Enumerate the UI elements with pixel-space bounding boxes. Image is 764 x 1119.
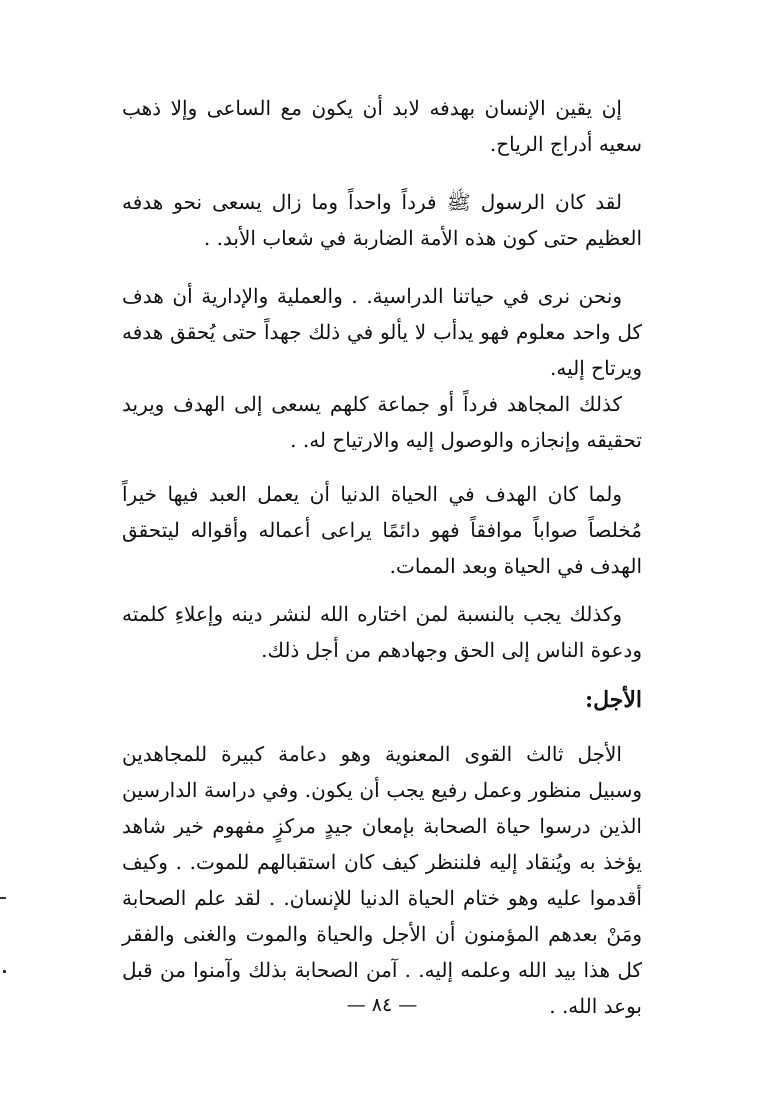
section-heading: الأجل: [584,687,642,713]
paragraph-text: إن يقين الإنسان بهدفه لابد أن يكون مع الساعى وإلا ذهب سعيه أدراج الرياح. [122,96,642,156]
paragraph-1 [122,90,642,162]
scan-edge-mark [0,897,6,899]
paragraph-text: وكذلك يجب بالنسبة لمن اختاره الله لنشر دينه وإعلاءِ كلمته ودعوة الناس إلى الحق وجهادهم من أجل ذلك. [122,602,642,662]
section-paragraph [122,736,642,1024]
paragraph-text: لقد كان الرسول ﷺ فرداً واحداً وما زال يسعى نحو هدفه العظيم حتى كون هذه الأمة الضاربة في شعاب الأبد. . [122,190,642,250]
paragraph-5 [122,476,642,584]
paragraph-4 [122,386,642,458]
paragraph-3 [122,278,642,386]
paragraph-text: كذلك المجاهد فرداً أو جماعة كلهم يسعى إلى الهدف ويريد تحقيقه وإنجازه والوصول إليه والارتياح له. . [122,392,642,452]
paragraph-text: ونحن نرى في حياتنا الدراسية. . والعملية والإدارية أن هدف كل واحد معلوم فهو يدأب لا يألو في ذلك جهداً حتى يُحقق هدفه ويرتاح إليه. [122,284,642,380]
paragraph-text: الأجل ثالث القوى المعنوية وهو دعامة كبيرة للمجاهدين وسبيل منظور وعمل رفيع يجب أن يكون. وفي دراسة الدارسين الذين درسوا حياة الصحابة بإمعان جيدٍ مركزٍ مفهوم خير شاهد يؤخذ به ويُنقاد إليه فلننظر كيف كان استقبالهم للموت. . وكيف أقدموا عليه وهو ختام الحياة الدنيا للإنسان. . لقد علم الصحابة ومَنْ بعدهم المؤمنون أن الأجل والحياة والموت والغنى والفقر كل هذا بيد الله وعلمه إليه. . آمن الصحابة بذلك وآمنوا من قبل بوعد الله. . [122,742,642,1018]
paragraph-text: ولما كان الهدف في الحياة الدنيا أن يعمل العبد فيها خيراً مُخلصاً صواباً موافقاً فهو دائمًا يراعى أعماله وأقواله ليتحقق الهدف في الحياة وبعد الممات. [122,482,642,578]
paragraph-2 [122,184,642,256]
scan-edge-mark [3,970,6,973]
paragraph-6 [122,596,642,668]
page-number: — ٨٤ — [346,994,418,1016]
